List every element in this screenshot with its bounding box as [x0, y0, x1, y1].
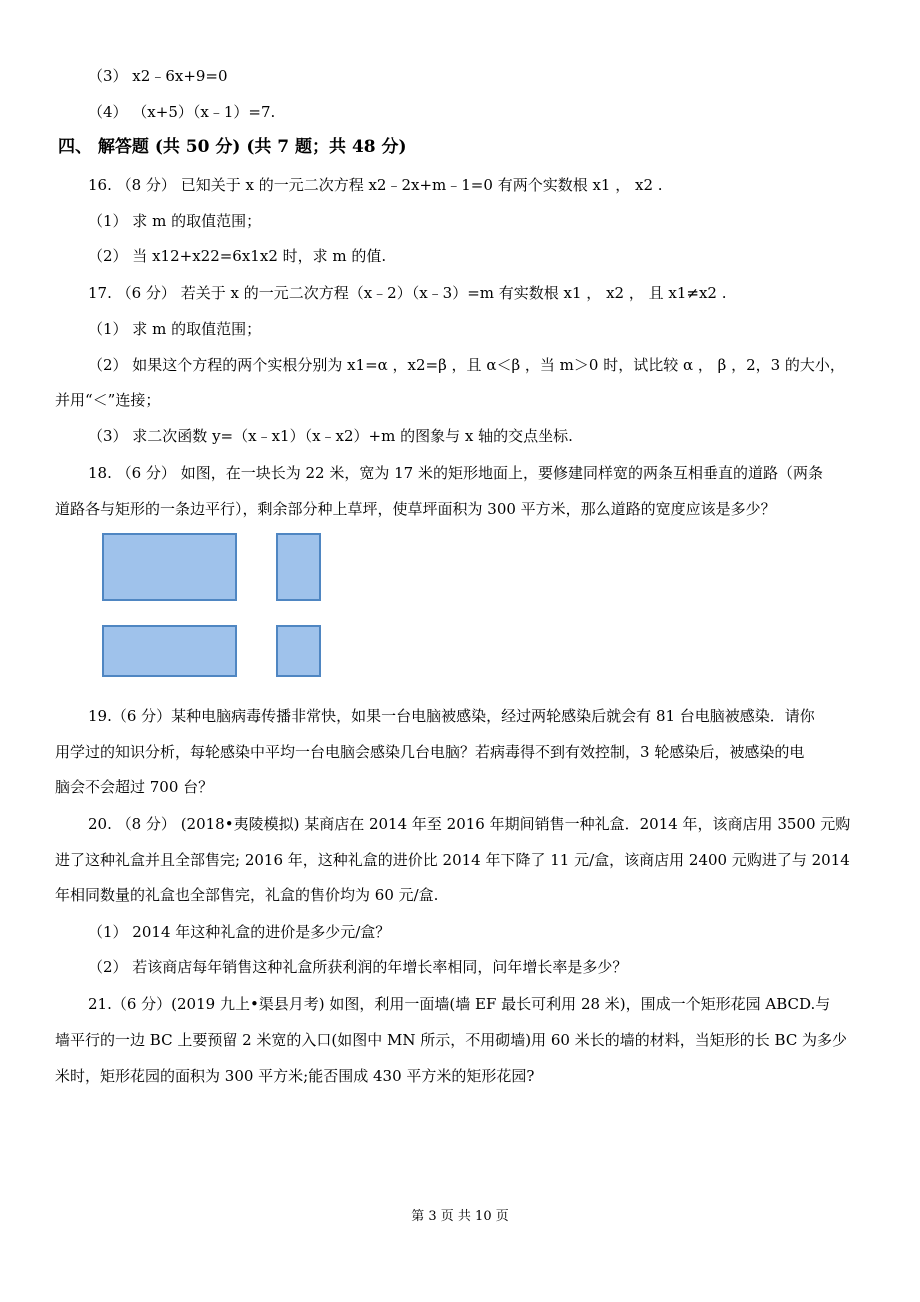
question-21-cont-1: 墙平行的一边 BC 上要预留 2 米宽的入口(如图中 MN 所示，不用砌墙)用 60 米长的墙的材料，当矩形的长 BC 为多少 — [55, 1031, 848, 1049]
question-16-part-1: （1） 求 m 的取值范围； — [88, 212, 262, 230]
question-18-cont: 道路各与矩形的一条边平行），剩余部分种上草坪，使草坪面积为 300 平方米，那么道路的宽度应该是多少？ — [55, 500, 776, 518]
question-20: 20. （8 分） (2018•夷陵模拟) 某商店在 2014 年至 2016 年期间销售一种礼盒．2014 年，该商店用 3500 元购 — [88, 815, 851, 833]
lawn-top-left — [102, 533, 237, 601]
item-4-equation: （4） （x+5）（x﹣1）=7. — [88, 103, 276, 121]
question-20-part-2: （2） 若该商店每年销售这种礼盒所获利润的年增长率相同，问年增长率是多少？ — [88, 958, 628, 976]
question-16: 16. （8 分） 已知关于 x 的一元二次方程 x2﹣2x+m﹣1=0 有两个实数根 x1 ， x2 . — [88, 176, 663, 194]
question-17-part-2-cont: 并用“＜”连接； — [55, 391, 161, 409]
question-20-cont-2: 年相同数量的礼盒也全部售完，礼盒的售价均为 60 元/盒. — [55, 886, 439, 904]
question-19-cont-1: 用学过的知识分析，每轮感染中平均一台电脑会感染几台电脑？若病毒得不到有效控制，3 轮感染后，被感染的电 — [55, 743, 805, 761]
lawn-top-right — [276, 533, 321, 601]
question-17: 17. （6 分） 若关于 x 的一元二次方程（x﹣2）（x﹣3）=m 有实数根 x1 ， x2 ， 且 x1≠x2 . — [88, 284, 727, 302]
question-17-part-2: （2） 如果这个方程的两个实根分别为 x1=α ，x2=β ，且 α＜β ，当 m＞0 时，试比较 α ， β ，2，3 的大小， — [88, 356, 845, 374]
lawn-bottom-right — [276, 625, 321, 677]
question-18: 18. （6 分） 如图，在一块长为 22 米，宽为 17 米的矩形地面上，要修建同样宽的两条互相垂直的道路（两条 — [88, 464, 823, 482]
question-21-cont-2: 米时，矩形花园的面积为 300 平方米;能否围成 430 平方米的矩形花园? — [55, 1067, 535, 1085]
question-17-part-3: （3） 求二次函数 y=（x﹣x1）（x﹣x2）+m 的图象与 x 轴的交点坐标. — [88, 427, 573, 445]
question-19-cont-2: 脑会不会超过 700 台？ — [55, 778, 214, 796]
page-footer: 第 3 页 共 10 页 — [411, 1209, 509, 1224]
section-heading: 四、 解答题 (共 50 分) (共 7 题；共 48 分) — [58, 137, 407, 157]
question-19: 19.（6 分）某种电脑病毒传播非常快，如果一台电脑被感染，经过两轮感染后就会有 81 台电脑被感染．请你 — [88, 707, 815, 725]
question-20-part-1: （1） 2014 年这种礼盒的进价是多少元/盒？ — [88, 923, 391, 941]
item-3-equation: （3） x2﹣6x+9=0 — [88, 67, 228, 85]
question-20-cont-1: 进了这种礼盒并且全部售完; 2016 年，这种礼盒的进价比 2014 年下降了 11 元/盒，该商店用 2400 元购进了与 2014 — [55, 851, 850, 869]
question-21: 21.（6 分）(2019 九上•渠县月考) 如图，利用一面墙(墙 EF 最长可利用 28 米)，围成一个矩形花园 ABCD.与 — [88, 995, 831, 1013]
lawn-bottom-left — [102, 625, 237, 677]
question-17-part-1: （1） 求 m 的取值范围； — [88, 320, 262, 338]
question-16-part-2: （2） 当 x12+x22=6x1x2 时，求 m 的值. — [88, 247, 387, 265]
